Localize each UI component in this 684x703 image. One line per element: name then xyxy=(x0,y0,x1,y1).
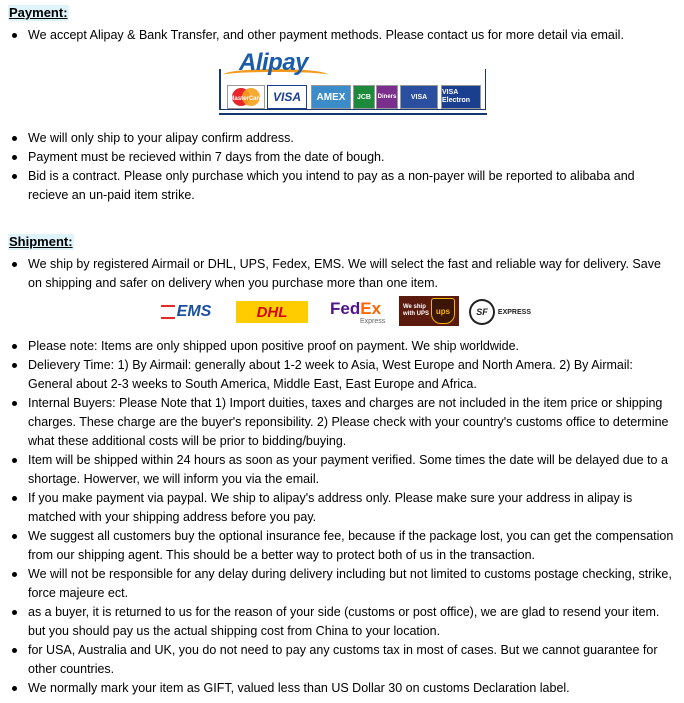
list-item: for USA, Australia and UK, you do not need to pay any customs tax in most of cases. But we cannot guarantee for other countries. xyxy=(0,641,676,679)
payment-intro-list xyxy=(0,26,676,45)
list-item: Delievery Time: 1) By Airmail: generally about 1-2 week to Asia, West Europe and North Amera. 2) By Airmail: General about 2-3 weeks to South America, Middle East, East Europe and Africa. xyxy=(0,356,676,394)
payment-heading: Payment: xyxy=(9,5,68,20)
list-item: Bid is a contract. Please only purchase which you intend to pay as a non-payer will be reported to alibaba and recieve an un-paid item strike. xyxy=(0,167,676,205)
shipment-intro-list xyxy=(0,255,676,293)
list-item: We suggest all customers buy the optional insurance fee, because if the package lost, you can get the compensation from our shipping agent. This should be a better way to protect both of us in the transaction. xyxy=(0,527,676,565)
diners-logo: Diners xyxy=(376,85,398,109)
ems-stripes-icon xyxy=(161,305,175,319)
ups-logo: We ship with UPS ups xyxy=(399,296,459,326)
alipay-logo: Alipay xyxy=(239,49,309,76)
list-item: We will not be responsible for any delay during delivery including but not limited to customs postage checking, strike, force majeure ect. xyxy=(0,565,676,603)
list-item: We ship by registered Airmail or DHL, UPS, Fedex, EMS. We will select the fast and reliable way for delivery. Save on shipping and safer on delivery when you purchase more than one item. xyxy=(0,255,676,293)
list-item: Please note: Items are only shipped upon positive proof on payment. We ship worldwide. xyxy=(0,337,676,356)
list-item: If you make payment via paypal. We ship to alipay's address only. Please make sure your address in alipay is matched with your shipping address before you pay. xyxy=(0,489,676,527)
mastercard-logo xyxy=(227,85,265,109)
shipment-heading: Shipment: xyxy=(9,234,73,249)
amex-logo: AMEX xyxy=(311,85,351,109)
jcb-logo: JCB xyxy=(353,85,375,109)
list-item: Payment must be recieved within 7 days from the date of bough. xyxy=(0,148,676,167)
ems-logo: EMS xyxy=(155,296,217,328)
ups-shield-icon: ups xyxy=(431,298,455,324)
payment-list xyxy=(0,129,676,205)
list-item: We normally mark your item as GIFT, valued less than US Dollar 30 on customs Declaration label. xyxy=(0,679,676,698)
fedex-logo: FedEx Express xyxy=(330,298,386,325)
visa-electron-logo: VISA Electron xyxy=(441,85,481,109)
shipment-list xyxy=(0,337,676,698)
visa-logo: VISA xyxy=(267,85,307,109)
dhl-logo: DHL xyxy=(236,301,308,323)
alipay-payment-banner xyxy=(219,45,487,115)
list-item: We will only ship to your alipay confirm address. xyxy=(0,129,676,148)
sf-express-logo: SF EXPRESS xyxy=(469,296,531,328)
sf-circle-icon: SF xyxy=(469,299,495,325)
visa-card-logo: VISA xyxy=(400,85,438,109)
mastercard-icon xyxy=(228,86,264,108)
svg-text:MasterCard: MasterCard xyxy=(229,96,263,102)
list-item: as a buyer, it is returned to us for the reason of your side (customs or post office), we are glad to resend your item. but you should pay us the actual shipping cost from China to your location. xyxy=(0,603,676,641)
list-item: Internal Buyers: Please Note that 1) Import duities, taxes and charges are not included in the item price or shipping charges. These charge are the buyer's reponsibility. 2) Please check with your country's customs office to determine what these additional costs will be prior to bidding/buying. xyxy=(0,394,676,451)
list-item: We accept Alipay & Bank Transfer, and other payment methods. Please contact us for more detail via email. xyxy=(0,26,676,45)
list-item: Item will be shipped within 24 hours as soon as your payment verified. Some times the date will be delayed due to a shortage. Howerver, we will inform you via the email. xyxy=(0,451,676,489)
